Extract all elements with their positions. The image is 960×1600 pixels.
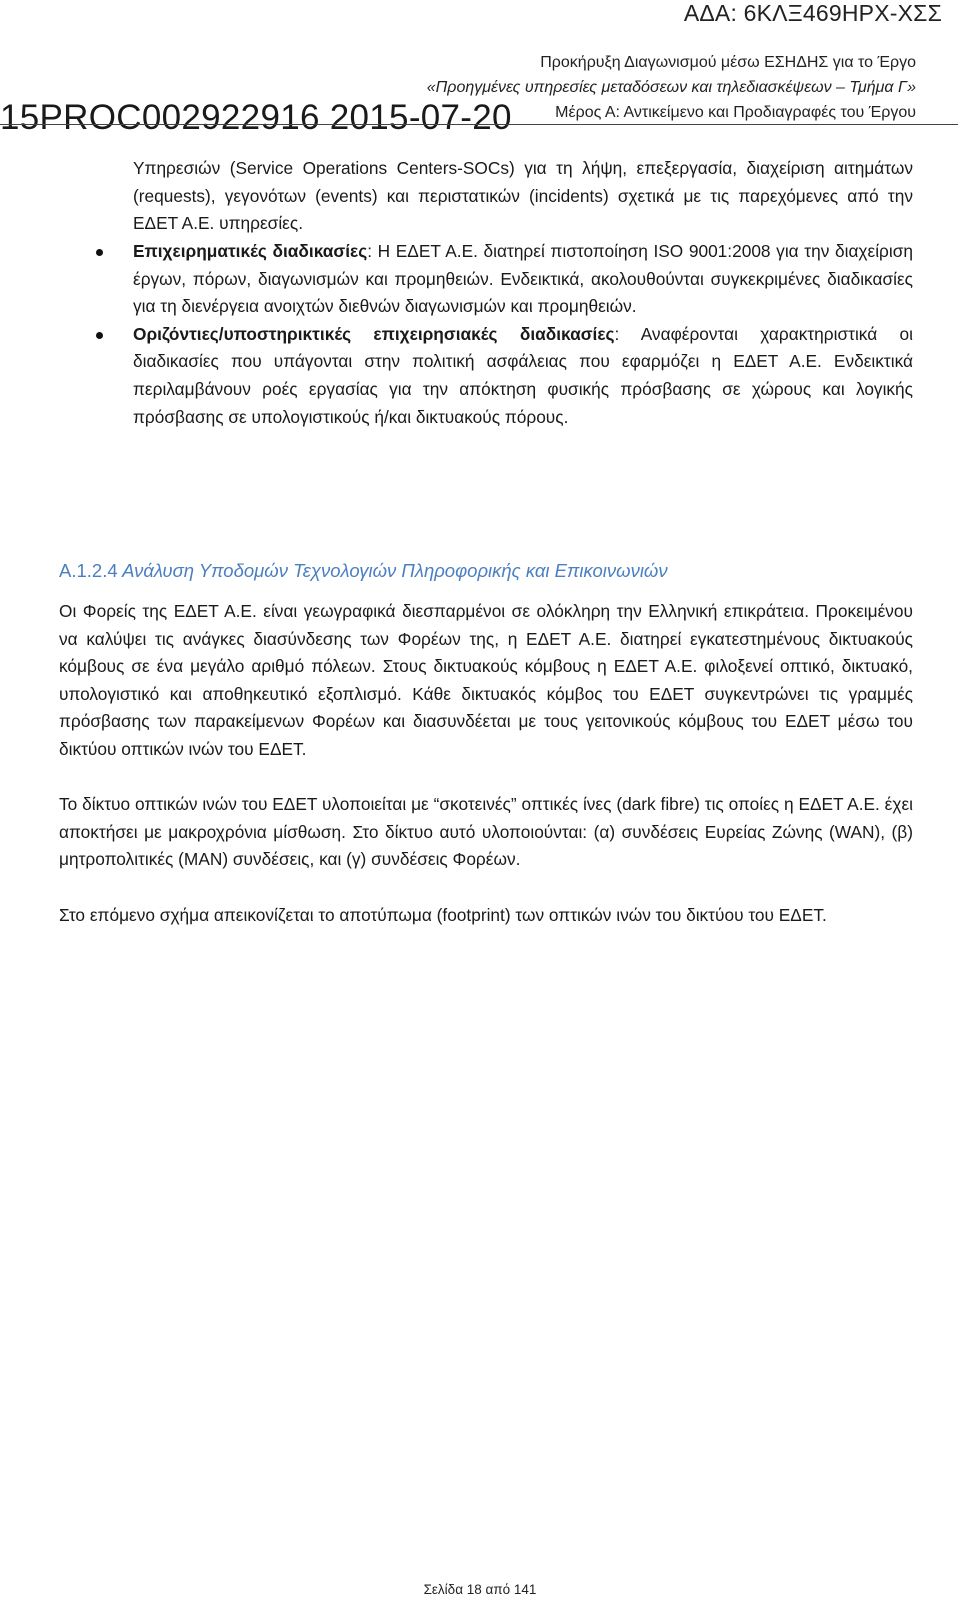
bullet-item-business-processes xyxy=(0,238,913,321)
bullet-text: : Η ΕΔΕΤ Α.Ε. διατηρεί πιστοποίηση ISO 9001:2008 για την διαχείριση έργων, πόρων, διαγωνισμών και προμηθειών. Ενδεικτικά, ακολουθούνται συγκεκριμένες διαδικασίες για τη διενέργεια ανοιχτών διεθνών διαγωνισμών και προμηθειών. xyxy=(133,241,913,317)
header-line-tender: Προκήρυξη Διαγωνισμού μέσω ΕΣΗΔΗΣ για το Έργο xyxy=(540,54,916,71)
continuation-paragraph: Υπηρεσιών (Service Operations Centers-SOCs) για τη λήψη, επεξεργασία, διαχείριση αιτημάτων (requests), γεγονότων (events) και περιστατικών (incidents) σχετικά με τις παρεχόμενες από την ΕΔΕΤ Α.Ε. υπηρεσίες. xyxy=(133,158,913,234)
section-number: Α.1.2.4 xyxy=(59,560,118,581)
bullet-text: : Αναφέρονται χαρακτηριστικά οι διαδικασίες που υπάγονται στην πολιτική ασφάλειας που εφαρμόζει η ΕΔΕΤ Α.Ε. Ενδεικτικά περιλαμβάνουν ροές εργασίας για την απόκτηση φυσικής πρόσβασης σε χώρους και λογικής πρόσβασης σε υπολογιστικούς ή/και δικτυακούς πόρους. xyxy=(133,323,913,427)
bullet-item-support-processes xyxy=(0,321,913,431)
header-line-part: Μέρος Α: Αντικείμενο και Προδιαγραφές του Έργου xyxy=(555,104,916,121)
section-title: Ανάλυση Υποδομών Τεχνολογιών Πληροφορικής και Επικοινωνιών xyxy=(122,560,668,581)
section-heading xyxy=(59,560,668,582)
header-divider xyxy=(0,124,958,125)
bullet-list xyxy=(0,238,960,431)
bullet-term: Οριζόντιες/υποστηρικτικές επιχειρησιακές διαδικασίες xyxy=(133,323,615,344)
paragraph-figure-intro: Στο επόμενο σχήμα απεικονίζεται το αποτύπωμα (footprint) των οπτικών ινών του δικτύου του ΕΔΕΤ. xyxy=(59,904,827,925)
ada-stamp: ΑΔΑ: 6ΚΛΞ469ΗΡΧ-ΧΣΣ xyxy=(683,0,942,26)
header-line-project: «Προηγμένες υπηρεσίες μεταδόσεων και τηλεδιασκέψεων – Τμήμα Γ» xyxy=(426,79,916,96)
page-number: Σελίδα 18 από 141 xyxy=(423,1582,537,1597)
document-id-stamp: 15PROC002922916 2015-07-20 xyxy=(0,98,512,137)
section-body xyxy=(59,598,913,957)
bullet-dot-icon xyxy=(96,332,103,339)
paragraph-network-nodes: Οι Φορείς της ΕΔΕΤ Α.Ε. είναι γεωγραφικά διεσπαρμένοι σε ολόκληρη την Ελληνική επικράτεια. Προκειμένου να καλύψει τις ανάγκες διασύνδεσης των Φορέων της, η ΕΔΕΤ Α.Ε. διατηρεί εγκατεστημένους δικτυακούς κόμβους σε ένα μεγάλο αριθμό πόλεων. Στους δικτυακούς κόμβους η ΕΔΕΤ Α.Ε. φιλοξενεί οπτικό, δικτυακό, υπολογιστικό και αποθηκευτικό εξοπλισμό. Κάθε δικτυακός κόμβος του ΕΔΕΤ συγκεντρώνει τις γραμμές πρόσβασης των παρακείμενων Φορέων και διασυνδέεται με τους γειτονικούς κόμβους του ΕΔΕΤ μέσω του δικτύου οπτικών ινών του ΕΔΕΤ. xyxy=(59,601,913,759)
paragraph-dark-fibre: Το δίκτυο οπτικών ινών του ΕΔΕΤ υλοποιείται με “σκοτεινές” οπτικές ίνες (dark fibre) τις οποίες η ΕΔΕΤ Α.Ε. έχει αποκτήσει με μακροχρόνια μίσθωση. Στο δίκτυο αυτό υλοποιούνται: (α) συνδέσεις Ευρείας Ζώνης (WAN), (β) μητροπολιτικές (MAN) συνδέσεις, και (γ) συνδέσεις Φορέων. xyxy=(59,794,913,870)
bullet-term: Επιχειρηματικές διαδικασίες xyxy=(133,241,368,261)
bullet-dot-icon xyxy=(96,249,103,256)
